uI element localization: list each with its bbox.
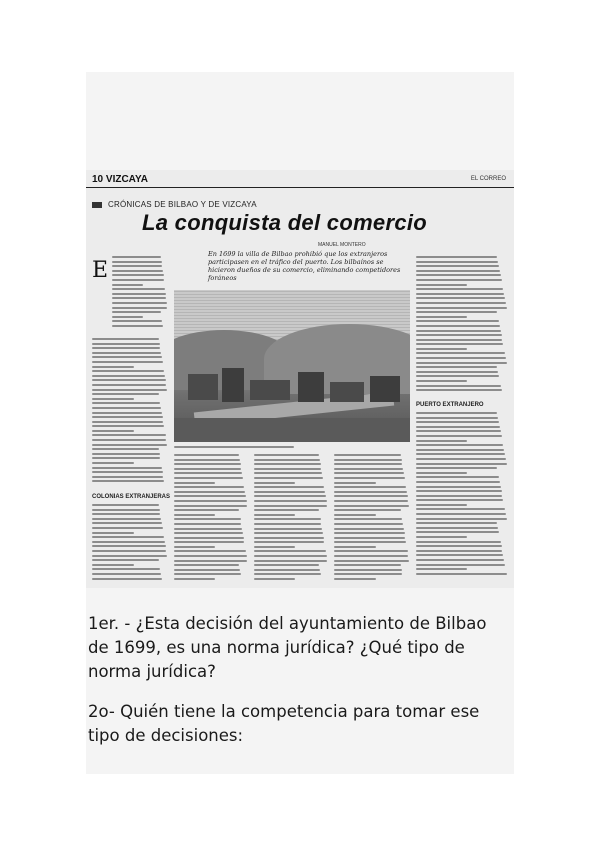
text-line bbox=[254, 569, 320, 571]
text-line bbox=[174, 528, 242, 530]
text-line bbox=[416, 545, 502, 547]
text-line bbox=[174, 573, 241, 575]
text-line bbox=[92, 522, 162, 524]
text-line bbox=[174, 532, 243, 534]
text-line bbox=[416, 504, 467, 506]
text-line bbox=[92, 527, 163, 529]
page-number: 10 VIZCAYA bbox=[92, 174, 148, 185]
questions-block bbox=[88, 612, 508, 764]
text-line bbox=[92, 564, 134, 566]
text-line bbox=[334, 477, 405, 479]
text-line bbox=[92, 504, 159, 506]
text-line bbox=[416, 421, 499, 423]
text-line bbox=[92, 509, 160, 511]
header-rule bbox=[86, 187, 514, 188]
text-line bbox=[174, 541, 244, 543]
text-line bbox=[92, 338, 159, 340]
photo-caption bbox=[174, 446, 410, 450]
newspaper-clipping bbox=[86, 170, 514, 588]
text-line bbox=[416, 467, 497, 469]
text-line bbox=[92, 448, 159, 450]
text-line bbox=[174, 564, 239, 566]
text-line bbox=[416, 481, 500, 483]
text-line bbox=[416, 554, 503, 556]
text-line bbox=[254, 560, 327, 562]
text-line bbox=[92, 480, 164, 482]
text-line bbox=[92, 444, 167, 446]
text-line bbox=[416, 518, 507, 520]
text-line bbox=[416, 256, 497, 258]
text-line bbox=[92, 462, 134, 464]
text-line bbox=[92, 366, 134, 368]
text-line bbox=[416, 513, 506, 515]
text-line bbox=[254, 482, 295, 484]
text-line bbox=[174, 505, 247, 507]
text-line bbox=[254, 505, 327, 507]
text-line bbox=[174, 537, 244, 539]
text-line bbox=[92, 513, 160, 515]
text-line bbox=[416, 458, 506, 460]
text-line bbox=[334, 463, 402, 465]
text-line bbox=[254, 477, 323, 479]
text-line bbox=[92, 476, 163, 478]
text-line bbox=[416, 573, 507, 575]
text-line bbox=[174, 459, 240, 461]
text-line bbox=[416, 536, 467, 538]
text-line bbox=[112, 279, 164, 281]
text-line bbox=[416, 293, 504, 295]
column-center-1 bbox=[174, 454, 248, 583]
text-line bbox=[416, 486, 501, 488]
text-line bbox=[92, 555, 167, 557]
text-line bbox=[334, 537, 405, 539]
text-line bbox=[174, 500, 247, 502]
text-line bbox=[92, 421, 163, 423]
text-line bbox=[92, 412, 162, 414]
text-line bbox=[334, 468, 403, 470]
text-line bbox=[416, 357, 506, 359]
text-line bbox=[92, 573, 161, 575]
text-line bbox=[416, 279, 502, 281]
text-line bbox=[416, 417, 498, 419]
text-line bbox=[254, 537, 324, 539]
text-line bbox=[416, 339, 502, 341]
text-line bbox=[334, 472, 404, 474]
text-line bbox=[416, 495, 502, 497]
text-line bbox=[174, 477, 243, 479]
text-line bbox=[416, 412, 497, 414]
text-line bbox=[416, 453, 505, 455]
text-line bbox=[254, 578, 295, 580]
text-line bbox=[174, 578, 215, 580]
text-line bbox=[334, 532, 405, 534]
text-line bbox=[416, 288, 503, 290]
text-line bbox=[416, 490, 502, 492]
text-line bbox=[334, 514, 376, 516]
text-line bbox=[416, 348, 467, 350]
text-line bbox=[92, 467, 162, 469]
text-line bbox=[92, 545, 166, 547]
text-line bbox=[112, 293, 166, 295]
text-line bbox=[92, 352, 161, 354]
text-line bbox=[92, 457, 160, 459]
text-line bbox=[416, 265, 499, 267]
text-line bbox=[92, 430, 134, 432]
text-line bbox=[254, 491, 325, 493]
text-line bbox=[334, 569, 402, 571]
text-line bbox=[254, 472, 322, 474]
text-line bbox=[254, 518, 321, 520]
column-center-3 bbox=[334, 454, 410, 583]
text-line bbox=[92, 398, 134, 400]
subhead-puerto: PUERTO EXTRANJERO bbox=[416, 402, 484, 408]
text-line bbox=[174, 550, 246, 552]
text-line bbox=[92, 541, 165, 543]
text-line bbox=[334, 500, 408, 502]
text-line bbox=[112, 320, 162, 322]
text-line bbox=[416, 426, 500, 428]
lead-paragraph: En 1699 la villa de Bilbao prohibió que los extranjeros participasen en el tráfico del puerto. Los bilbaínos se hicieron dueños de su comercio, eliminando competidores foráneos bbox=[208, 250, 401, 282]
text-line bbox=[174, 555, 247, 557]
text-line bbox=[416, 531, 499, 533]
text-line bbox=[174, 468, 241, 470]
text-line bbox=[254, 454, 319, 456]
text-line bbox=[334, 578, 376, 580]
section-marker bbox=[92, 202, 102, 208]
text-line bbox=[334, 486, 406, 488]
text-line bbox=[92, 471, 163, 473]
text-line bbox=[112, 297, 166, 299]
text-line bbox=[416, 550, 502, 552]
text-line bbox=[92, 578, 162, 580]
text-line bbox=[334, 528, 404, 530]
text-line bbox=[112, 325, 163, 327]
text-line bbox=[112, 302, 167, 304]
masthead: EL CORREO bbox=[470, 176, 506, 182]
drop-cap: E bbox=[92, 258, 109, 283]
text-line bbox=[416, 559, 504, 561]
text-line bbox=[92, 393, 159, 395]
text-line bbox=[174, 454, 239, 456]
text-line bbox=[174, 495, 246, 497]
text-line bbox=[254, 555, 327, 557]
text-line bbox=[334, 459, 402, 461]
text-line bbox=[92, 536, 164, 538]
text-line bbox=[254, 541, 324, 543]
text-line bbox=[174, 518, 241, 520]
text-line bbox=[416, 284, 467, 286]
text-line bbox=[254, 550, 326, 552]
text-line bbox=[416, 297, 505, 299]
text-line bbox=[334, 550, 408, 552]
text-line bbox=[416, 316, 467, 318]
text-line bbox=[416, 302, 506, 304]
text-line bbox=[92, 550, 166, 552]
text-line bbox=[112, 265, 162, 267]
text-line bbox=[174, 514, 215, 516]
text-line bbox=[112, 288, 165, 290]
column-left-lower bbox=[92, 338, 168, 485]
text-line bbox=[92, 402, 160, 404]
text-line bbox=[254, 573, 321, 575]
text-line bbox=[254, 500, 327, 502]
text-line bbox=[416, 334, 502, 336]
text-line bbox=[112, 270, 163, 272]
text-line bbox=[112, 316, 143, 318]
text-line bbox=[334, 523, 403, 525]
text-line bbox=[92, 356, 162, 358]
text-line bbox=[416, 541, 501, 543]
section-label: CRÓNICAS DE BILBAO Y DE VIZCAYA bbox=[108, 200, 257, 209]
text-line bbox=[416, 527, 498, 529]
text-line bbox=[92, 343, 160, 345]
text-line bbox=[92, 425, 164, 427]
text-line bbox=[92, 370, 164, 372]
text-line bbox=[112, 261, 162, 263]
text-line bbox=[174, 472, 242, 474]
text-line bbox=[92, 379, 166, 381]
text-line bbox=[92, 375, 165, 377]
text-line bbox=[92, 559, 159, 561]
text-line bbox=[92, 389, 167, 391]
column-right-bottom bbox=[416, 412, 508, 577]
text-line bbox=[92, 407, 161, 409]
text-line bbox=[416, 522, 497, 524]
text-line bbox=[254, 459, 320, 461]
text-line bbox=[92, 453, 160, 455]
text-line bbox=[92, 361, 163, 363]
text-line bbox=[112, 256, 161, 258]
text-line bbox=[416, 311, 497, 313]
text-line bbox=[334, 560, 409, 562]
text-line bbox=[416, 270, 500, 272]
column-center-2 bbox=[254, 454, 328, 583]
headline: La conquista del comercio bbox=[142, 210, 428, 235]
text-line bbox=[334, 573, 402, 575]
text-line bbox=[416, 366, 497, 368]
text-line bbox=[174, 509, 239, 511]
text-line bbox=[416, 430, 501, 432]
text-line bbox=[254, 532, 323, 534]
text-line bbox=[416, 499, 503, 501]
text-line bbox=[416, 362, 507, 364]
text-line bbox=[334, 482, 376, 484]
text-line bbox=[334, 491, 407, 493]
text-line bbox=[112, 274, 164, 276]
text-line bbox=[416, 385, 501, 387]
text-line bbox=[416, 352, 505, 354]
text-line bbox=[416, 325, 500, 327]
text-line bbox=[174, 523, 241, 525]
text-line bbox=[416, 476, 499, 478]
text-line bbox=[416, 330, 501, 332]
text-line bbox=[416, 389, 502, 391]
byline: MANUEL MONTERO bbox=[318, 242, 366, 248]
text-line bbox=[416, 380, 467, 382]
text-line bbox=[174, 569, 240, 571]
text-line bbox=[254, 528, 322, 530]
text-line bbox=[174, 546, 215, 548]
text-line bbox=[174, 482, 215, 484]
question-2: 2o- Quién tiene la competencia para tomar ese tipo de decisiones: bbox=[88, 702, 480, 745]
text-line bbox=[416, 472, 467, 474]
text-line bbox=[416, 274, 501, 276]
text-line bbox=[416, 449, 504, 451]
text-line bbox=[334, 555, 408, 557]
text-line bbox=[334, 546, 376, 548]
text-line bbox=[416, 371, 498, 373]
text-line bbox=[254, 486, 324, 488]
text-line bbox=[334, 495, 408, 497]
historical-engraving-bilbao bbox=[174, 290, 410, 442]
text-line bbox=[92, 439, 166, 441]
text-line bbox=[416, 508, 505, 510]
text-line bbox=[174, 560, 247, 562]
text-line bbox=[334, 509, 401, 511]
text-line bbox=[416, 435, 502, 437]
question-1: 1er. - ¿Esta decisión del ayuntamiento de Bilbao de 1699, es una norma jurídica? ¿Qué tipo de norma jurídica? bbox=[88, 614, 487, 681]
text-line bbox=[416, 375, 499, 377]
text-line bbox=[416, 261, 498, 263]
text-line bbox=[334, 505, 409, 507]
text-line bbox=[92, 384, 166, 386]
text-line bbox=[334, 541, 406, 543]
text-line bbox=[92, 347, 160, 349]
text-line bbox=[254, 564, 319, 566]
text-line bbox=[254, 514, 295, 516]
text-line bbox=[254, 495, 326, 497]
text-line bbox=[174, 486, 244, 488]
text-line bbox=[92, 416, 163, 418]
text-line bbox=[254, 546, 295, 548]
text-line bbox=[92, 434, 166, 436]
text-line bbox=[112, 311, 161, 313]
column-left bbox=[112, 256, 168, 330]
text-line bbox=[334, 518, 402, 520]
text-line bbox=[416, 307, 507, 309]
column-left-bottom bbox=[92, 504, 168, 582]
text-line bbox=[92, 532, 134, 534]
text-line bbox=[254, 523, 321, 525]
text-line bbox=[254, 463, 321, 465]
subhead-colonias: COLONIAS EXTRANJERAS bbox=[92, 494, 171, 500]
text-line bbox=[416, 564, 505, 566]
text-line bbox=[112, 307, 167, 309]
text-line bbox=[254, 468, 321, 470]
text-line bbox=[416, 444, 503, 446]
text-line bbox=[416, 320, 499, 322]
text-line bbox=[416, 463, 507, 465]
text-line bbox=[334, 564, 401, 566]
text-line bbox=[334, 454, 401, 456]
column-right-top bbox=[416, 256, 508, 394]
text-line bbox=[112, 284, 143, 286]
text-line bbox=[174, 491, 245, 493]
text-line bbox=[416, 568, 467, 570]
text-line bbox=[92, 518, 161, 520]
text-line bbox=[416, 440, 467, 442]
text-line bbox=[92, 568, 160, 570]
text-line bbox=[254, 509, 319, 511]
text-line bbox=[174, 463, 241, 465]
text-line bbox=[416, 343, 503, 345]
